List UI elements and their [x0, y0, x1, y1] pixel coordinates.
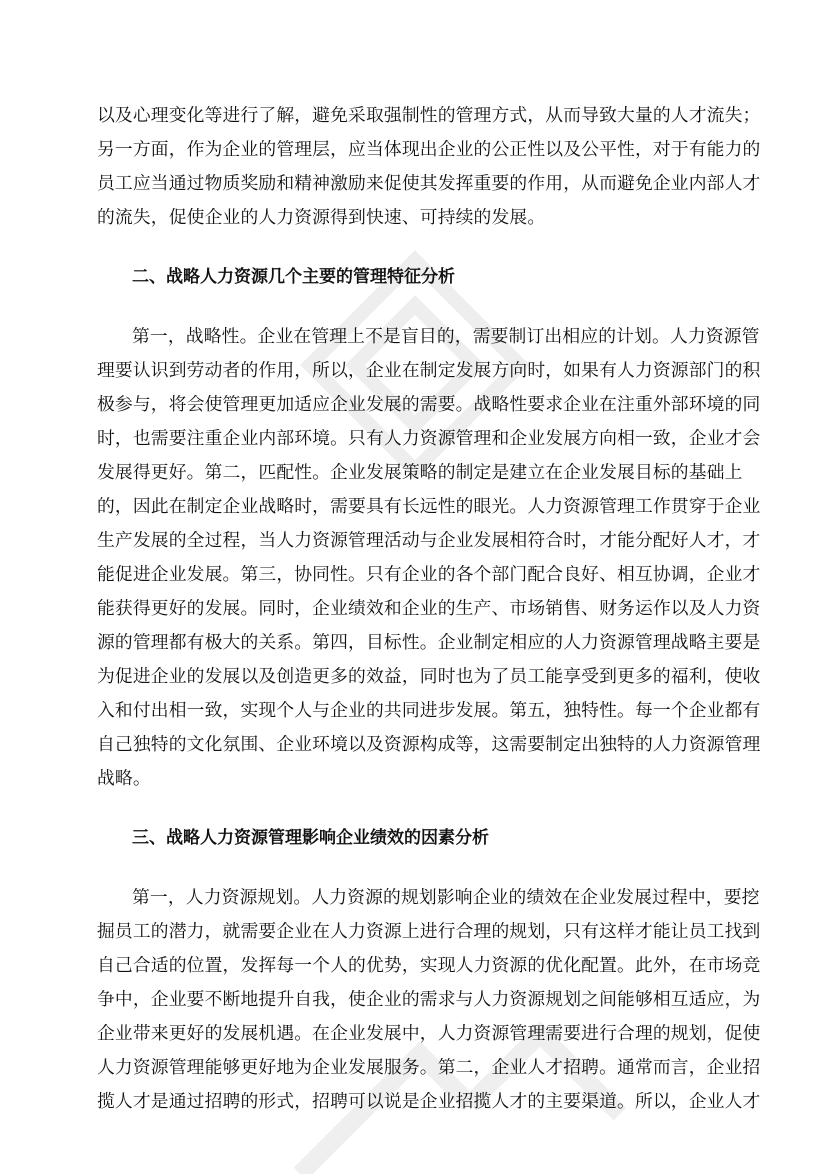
text-line: 掘员工的潜力，就需要企业在人力资源上进行合理的规划，只有这样才能让员工找到 — [97, 921, 761, 942]
text-line: 第一，战略性。企业在管理上不是盲目的，需要制订出相应的计划。人力资源管 — [132, 326, 760, 347]
text-line: 以及心理变化等进行了解，避免采取强制性的管理方式，从而导致大量的人才流失； — [97, 105, 761, 126]
text-line: 能促进企业发展。第三，协同性。只有企业的各个部门配合良好、相互协调，企业才 — [97, 564, 761, 585]
text-line: 时，也需要注重企业内部环境。只有人力资源管理和企业发展方向相一致，企业才会 — [97, 428, 761, 449]
text-line: 战略。 — [97, 768, 151, 789]
text-line: 能获得更好的发展。同时，企业绩效和企业的生产、市场销售、财务运作以及人力资 — [97, 598, 761, 619]
text-line: 争中，企业要不断地提升自我，使企业的需求与人力资源规划之间能够相互适应，为 — [97, 989, 761, 1010]
text-line: 第一，人力资源规划。人力资源的规划影响企业的绩效在企业发展过程中，要挖 — [132, 887, 760, 908]
text-line: 自己独特的文化氛围、企业环境以及资源构成等，这需要制定出独特的人力资源管理 — [97, 734, 761, 755]
text-line: 的流失，促使企业的人力资源得到快速、可持续的发展。 — [97, 207, 546, 228]
text-line: 为促进企业的发展以及创造更多的效益，同时也为了员工能享受到更多的福利，使收 — [97, 666, 761, 687]
text-line: 发展得更好。第二，匹配性。企业发展策略的制定是建立在企业发展目标的基础上 — [97, 462, 743, 483]
text-line: 入和付出相一致，实现个人与企业的共同进步发展。第五，独特性。每一个企业都有 — [97, 700, 761, 721]
text-line: 企业带来更好的发展机遇。在企业发展中，人力资源管理需要进行合理的规划，促使 — [97, 1023, 761, 1044]
text-line: 极参与，将会使管理更加适应企业发展的需要。战略性要求企业在注重外部环境的同 — [97, 394, 761, 415]
section-heading-2: 二、战略人力资源几个主要的管理特征分析 — [132, 267, 455, 287]
section-heading-3: 三、战略人力资源管理影响企业绩效的因素分析 — [132, 828, 489, 848]
text-line: 揽人才是通过招聘的形式，招聘可以说是企业招揽人才的主要渠道。所以，企业人才 — [97, 1091, 761, 1112]
text-line: 员工应当通过物质奖励和精神激励来促使其发挥重要的作用，从而避免企业内部人才 — [97, 173, 761, 194]
text-line: 理要认识到劳动者的作用，所以，企业在制定发展方向时，如果有人力资源部门的积 — [97, 360, 761, 381]
text-line: 源的管理都有极大的关系。第四，目标性。企业制定相应的人力资源管理战略主要是 — [97, 632, 761, 653]
text-line: 生产发展的全过程，当人力资源管理活动与企业发展相符合时，才能分配好人才，才 — [97, 530, 761, 551]
text-line: 的，因此在制定企业战略时，需要具有长远性的眼光。人力资源管理工作贯穿于企业 — [97, 496, 761, 517]
text-line: 人力资源管理能够更好地为企业发展服务。第二，企业人才招聘。通常而言，企业招 — [97, 1057, 761, 1078]
text-line: 自己合适的位置，发挥每一个人的优势，实现人力资源的优化配置。此外，在市场竞 — [97, 955, 761, 976]
text-line: 另一方面，作为企业的管理层，应当体现出企业的公正性以及公平性，对于有能力的 — [97, 139, 761, 160]
